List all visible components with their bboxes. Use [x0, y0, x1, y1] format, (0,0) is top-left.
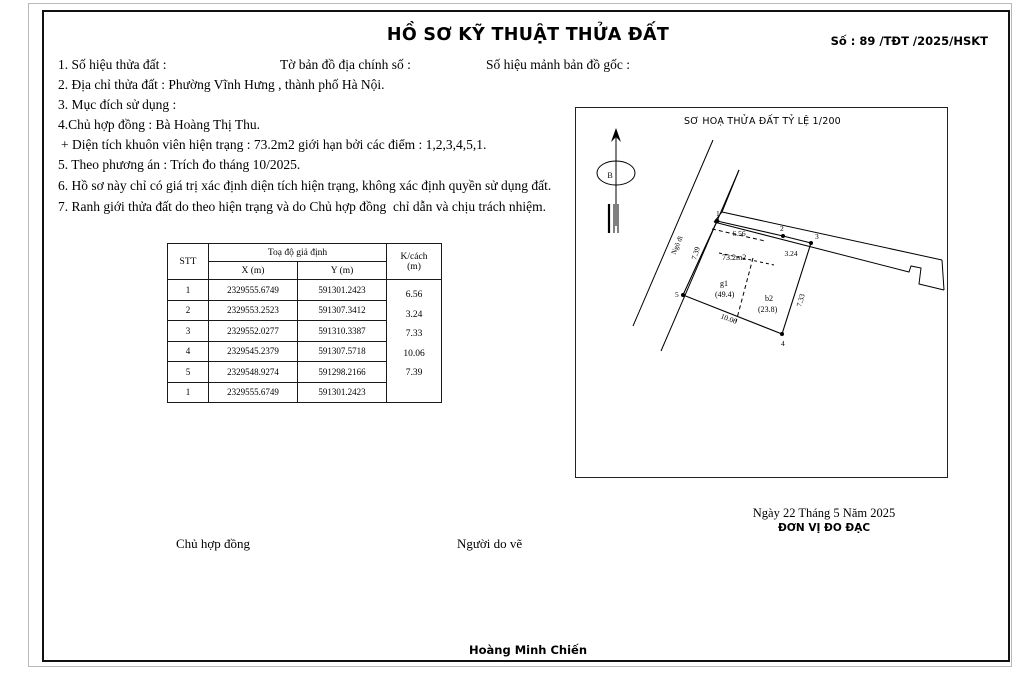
vertex-label-5: 5	[675, 290, 679, 299]
parcel-area-label: 73.2m2	[722, 253, 747, 262]
vertex-label-1: 1	[716, 209, 720, 218]
cell-y: 591298.2166	[298, 362, 387, 383]
edge-label-3-4: 7.33	[794, 292, 807, 308]
cell-y: 591310.3387	[298, 321, 387, 342]
edge-label-1-2: 6.56	[732, 229, 746, 238]
col-header-distance-label: K/cách	[400, 251, 428, 262]
col-header-distance-unit: (m)	[407, 261, 421, 272]
col-header-x: X (m)	[209, 262, 298, 280]
coordinates-table	[167, 243, 442, 403]
road-label: Ngõ đi	[669, 234, 685, 256]
field-area-statement: + Diện tích khuôn viên hiện trạng : 73.2m2 giới hạn bởi các điểm : 1,2,3,4,5,1.	[61, 137, 487, 152]
surveying-unit-label: ĐƠN VỊ ĐO ĐẠC	[777, 522, 871, 534]
subarea-b2-name: b2	[765, 294, 773, 303]
document-frame	[42, 10, 1010, 662]
cell-distances	[387, 280, 442, 403]
cell-stt: 3	[168, 321, 209, 342]
surveyor-name: Hoàng Minh Chiến	[468, 643, 588, 657]
edge-label-5-1: 7.39	[689, 245, 702, 261]
vertex-label-2: 2	[780, 224, 784, 233]
vertex-label-4: 4	[781, 339, 785, 348]
col-header-distance	[387, 244, 442, 280]
field-boundary-note: 7. Ranh giới thửa đất do theo hiện trạng và do Chủ hợp đồng chỉ dẫn và chịu trách nhiệm.	[58, 199, 546, 214]
distance-value: 10.06	[403, 348, 425, 359]
signature-surveyor-label: Người do vẽ	[457, 536, 523, 551]
field-legal-note: 6. Hồ sơ này chỉ có giá trị xác định diện tích hiện trạng, không xác định quyền sử dụng đất.	[58, 178, 552, 193]
field-address: 2. Địa chỉ thửa đất : Phường Vĩnh Hưng , thành phố Hà Nội.	[58, 77, 385, 92]
cell-x: 2329553.2523	[209, 300, 298, 321]
cell-x: 2329545.2379	[209, 341, 298, 362]
table-row	[168, 280, 442, 301]
field-original-map-number: Số hiệu mảnh bản đồ gốc :	[486, 57, 630, 72]
cell-stt: 1	[168, 382, 209, 403]
distance-value: 3.24	[405, 309, 423, 320]
edge-label-4-5: 10.06	[719, 311, 739, 326]
cell-y: 591307.3412	[298, 300, 387, 321]
edge-label-2-3: 3.24	[784, 249, 798, 258]
signing-date: Ngày 22 Tháng 5 Năm 2025	[752, 506, 896, 520]
page-title: HỒ SƠ KỸ THUẬT THỬA ĐẤT	[386, 25, 670, 45]
compass-north-label: B	[607, 171, 613, 180]
field-survey-plan: 5. Theo phương án : Trích đo tháng 10/2025.	[58, 157, 301, 172]
parcel-sketch-drawing	[576, 108, 948, 478]
compass-icon	[597, 128, 635, 233]
signature-owner-label: Chủ hợp đồng	[176, 536, 251, 551]
subarea-g1-name: g1	[720, 279, 728, 288]
cell-stt: 4	[168, 341, 209, 362]
cell-x: 2329548.9274	[209, 362, 298, 383]
sketch-title: SƠ HOẠ THỬA ĐẤT TỶ LỆ 1/200	[684, 116, 841, 127]
cell-y: 591301.2423	[298, 382, 387, 403]
field-purpose: 3. Mục đích sử dụng :	[58, 97, 177, 112]
cell-x: 2329552.0277	[209, 321, 298, 342]
parcel-sketch-panel	[575, 107, 948, 478]
field-parcel-number: 1. Số hiệu thửa đất :	[58, 57, 167, 72]
cell-stt: 2	[168, 300, 209, 321]
cell-stt: 5	[168, 362, 209, 383]
cell-stt: 1	[168, 280, 209, 301]
subarea-g1-value: (49.4)	[715, 290, 735, 299]
cell-x: 2329555.6749	[209, 280, 298, 301]
document-number: Số : 89 /TĐT /2025/HSKT	[830, 34, 988, 48]
col-header-coordinates: Toạ độ giả định	[209, 244, 387, 262]
distance-value: 6.56	[405, 290, 423, 300]
cell-x: 2329555.6749	[209, 382, 298, 403]
subarea-b2-value: (23.8)	[758, 305, 778, 314]
field-cadastral-sheet: Tờ bản đồ địa chính số :	[280, 57, 411, 72]
col-header-stt: STT	[168, 244, 209, 280]
distance-value: 7.39	[405, 368, 423, 378]
col-header-y: Y (m)	[298, 262, 387, 280]
cell-y: 591301.2423	[298, 280, 387, 301]
vertex-label-3: 3	[815, 232, 819, 241]
distance-value: 7.33	[405, 329, 423, 339]
cell-y: 591307.5718	[298, 341, 387, 362]
field-contract-owner: 4.Chủ hợp đồng : Bà Hoàng Thị Thu.	[58, 117, 261, 132]
